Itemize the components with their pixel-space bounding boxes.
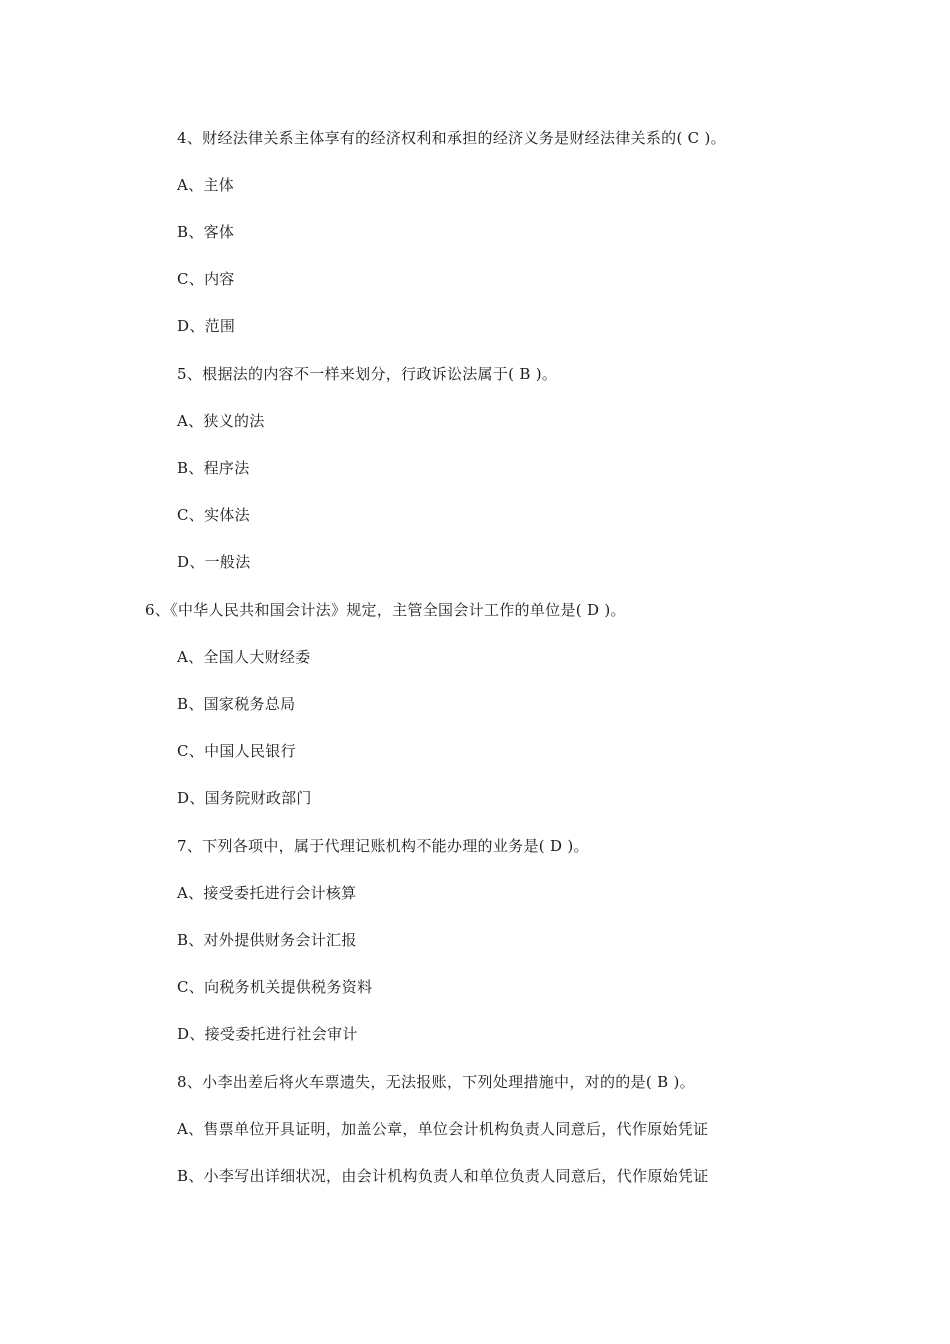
question-5-option-c: C、实体法 [177,506,250,524]
question-4-option-c: C、内容 [177,270,235,288]
question-6-option-a: A、全国人大财经委 [177,648,311,666]
question-5-option-d: D、一般法 [177,553,251,571]
question-4-option-d: D、范围 [177,317,236,335]
question-6-option-d: D、国务院财政部门 [177,789,312,807]
question-6-stem: 6、《中华人民共和国会计法》规定，主管全国会计工作的单位是( D )。 [145,601,626,619]
question-7-option-d: D、接受委托进行社会审计 [177,1025,358,1043]
question-7-option-a: A、接受委托进行会计核算 [177,884,357,902]
question-6-option-c: C、中国人民银行 [177,742,296,760]
question-5-stem: 5、根据法的内容不一样来划分，行政诉讼法属于( B )。 [177,365,558,383]
question-5-option-a: A、狭义的法 [177,412,265,430]
question-7-option-c: C、向税务机关提供税务资料 [177,978,373,996]
question-7-option-b: B、对外提供财务会计汇报 [177,931,357,949]
question-8-option-b: B、小李写出详细状况，由会计机构负责人和单位负责人同意后，代作原始凭证 [177,1167,709,1185]
question-8-option-a: A、售票单位开具证明，加盖公章，单位会计机构负责人同意后，代作原始凭证 [177,1120,709,1138]
question-5-option-b: B、程序法 [177,459,250,477]
question-4-option-b: B、客体 [177,223,235,241]
question-6-option-b: B、国家税务总局 [177,695,296,713]
question-8-stem: 8、小李出差后将火车票遗失，无法报账，下列处理措施中，对的的是( B )。 [177,1073,695,1091]
question-4-stem: 4、财经法律关系主体享有的经济权利和承担的经济义务是财经法律关系的( C )。 [177,129,726,147]
question-7-stem: 7、下列各项中，属于代理记账机构不能办理的业务是( D )。 [177,837,589,855]
question-4-option-a: A、主体 [177,176,235,194]
